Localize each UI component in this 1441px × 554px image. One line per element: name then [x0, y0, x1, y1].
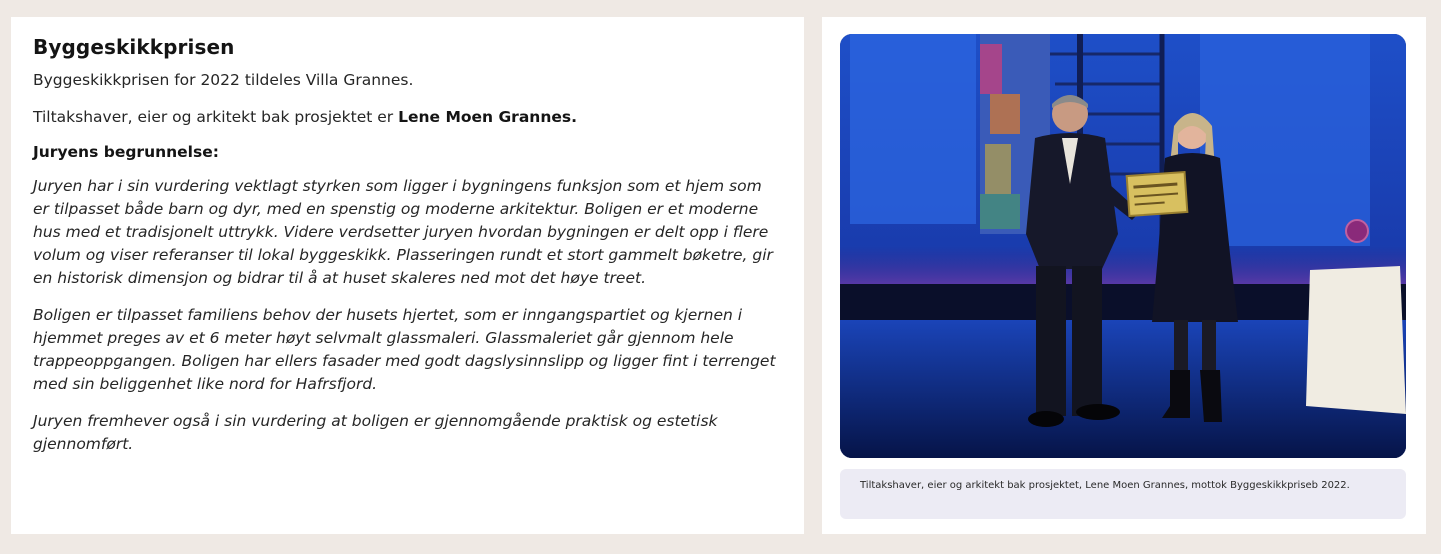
- photo-caption: Tiltakshaver, eier og arkitekt bak prosjektet, Lene Moen Grannes, mottok Byggeskikkpriseb 2022.: [860, 480, 1350, 491]
- article-title: Byggeskikkprisen: [33, 35, 235, 59]
- jury-paragraph-3: Juryen fremhever også i sin vurdering at boligen er gjennomgående praktisk og estetisk gjennomført.: [33, 412, 718, 453]
- jury-paragraph-2: Boligen er tilpasset familiens behov der husets hjertet, som er inngangspartiet og kjernen i hjemmet preges av et 6 meter høyt selvmalt glassmaleri. Glassmaleriet går gjennom hele trappeoppgangen. Boligen har ellers fasader med godt dagslysinnslipp og ligger fint i terrenget med sin beliggenhet like nord for Hafrsfjord.: [33, 306, 776, 393]
- award-photo: [840, 34, 1406, 458]
- article-card: [11, 17, 804, 534]
- owner-paragraph: [33, 106, 782, 129]
- article-body: [11, 17, 804, 456]
- purple-light: [1346, 220, 1368, 242]
- award-photo-illustration: [840, 34, 1406, 458]
- screen-panel-left: [850, 34, 976, 224]
- intro-paragraph: Byggeskikkprisen for 2022 tildeles Villa Grannes.: [33, 71, 414, 89]
- caption-box: [840, 469, 1406, 519]
- award-plaque: [1127, 172, 1188, 216]
- owner-prefix: Tiltakshaver, eier og arkitekt bak prosjektet er: [33, 108, 399, 126]
- white-sculpture: [1306, 266, 1406, 414]
- photo-card: [822, 17, 1426, 534]
- owner-name: Lene Moen Grannes.: [398, 108, 577, 126]
- jury-paragraph-1: Juryen har i sin vurdering vektlagt styrken som ligger i bygningens funksjon som et hjem som er tilpasset både barn og dyr, med en spenstig og moderne arkitektur. Boligen er et moderne hus med et tradisjonelt uttrykk. Videre verdsetter juryen hvordan bygningen er delt opp i flere volum og viser referanser til lokal byggeskikk. Plasseringen rundt et stort gammelt bøketre, gir en historisk dimensjon og bidrar til å at huset skaleres ned mot det høye treet.: [33, 177, 773, 287]
- jury-heading: Juryens begrunnelse:: [33, 143, 219, 161]
